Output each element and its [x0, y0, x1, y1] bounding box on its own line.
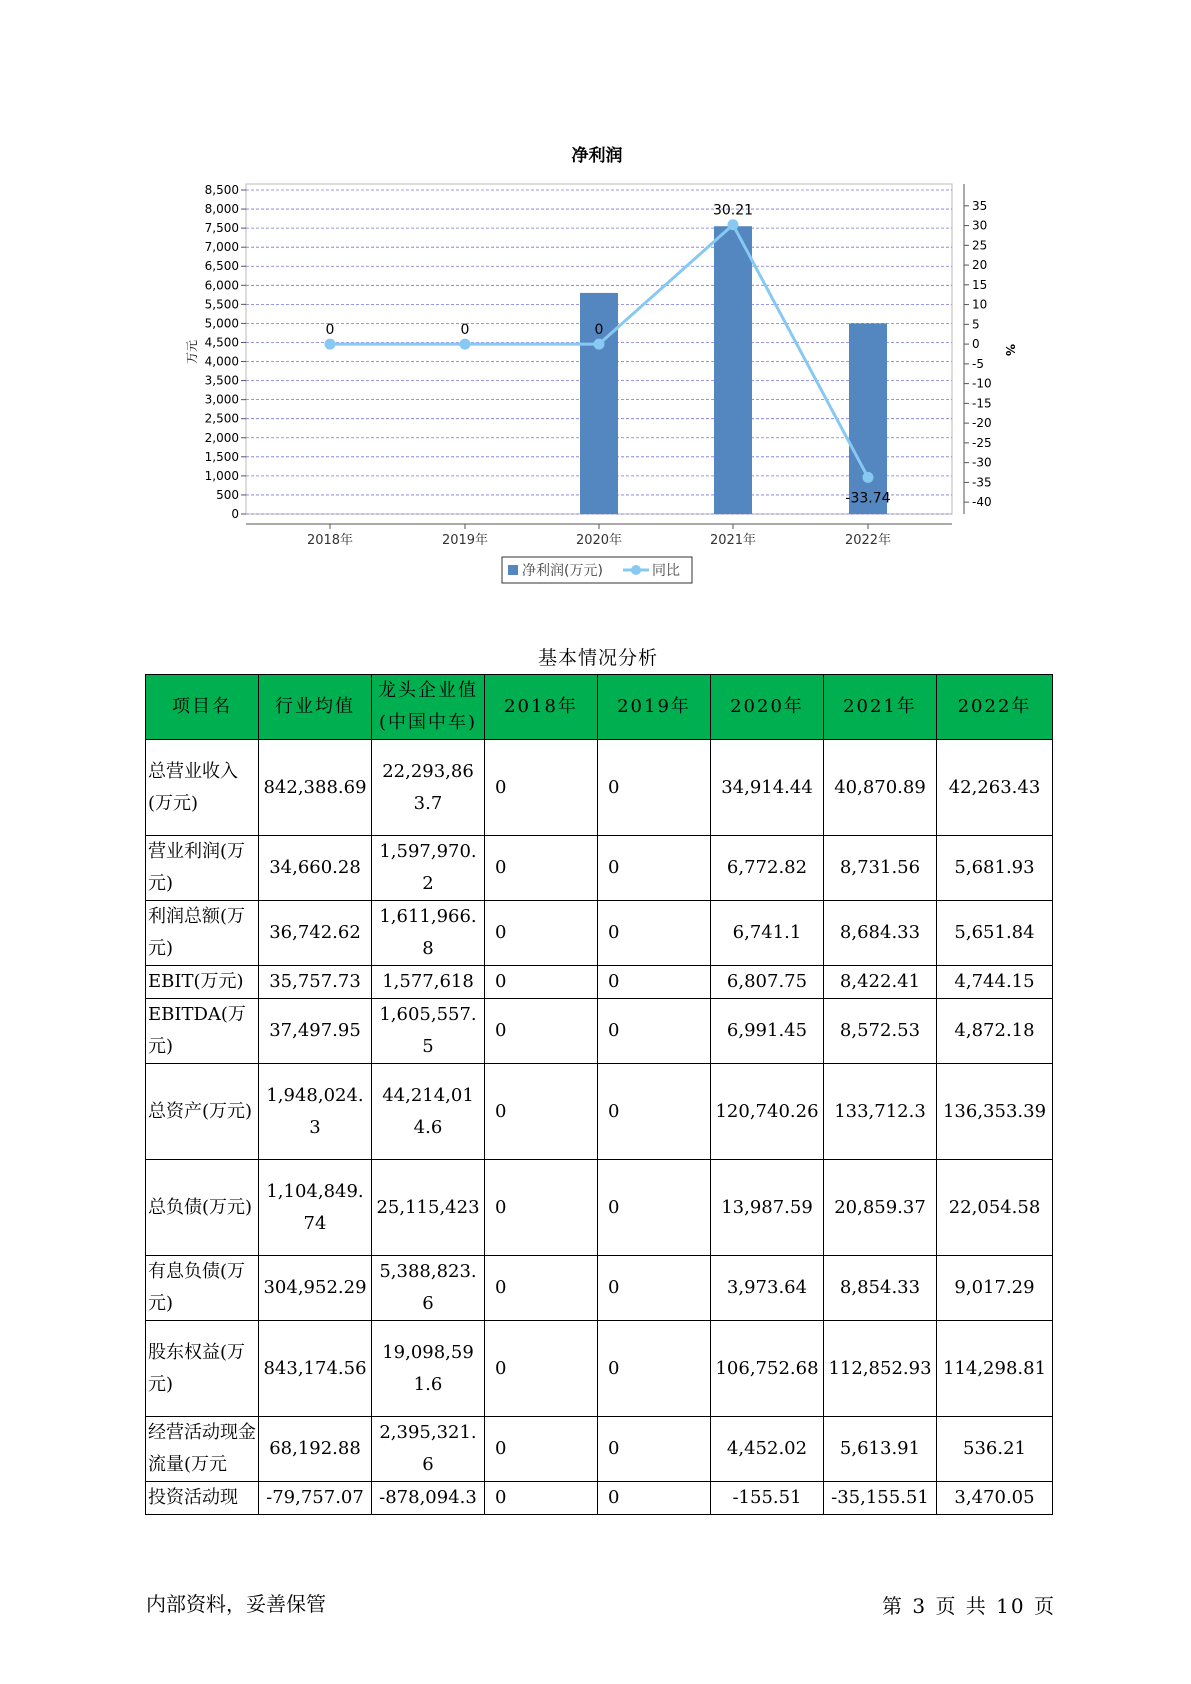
row-label: 利润总额(万元) [146, 901, 259, 966]
table-cell: 34,660.28 [259, 836, 372, 901]
row-label: EBIT(万元) [146, 966, 259, 999]
table-row [146, 1321, 1053, 1417]
table-cell: 2,395,321.6 [372, 1417, 485, 1482]
table-cell: 0 [485, 740, 598, 836]
y-tick-label: 0 [231, 507, 239, 521]
bar-2021年 [714, 226, 752, 514]
table-cell: 4,872.18 [937, 999, 1053, 1064]
y-tick-label: 6,500 [204, 259, 239, 274]
table-cell: 6,991.45 [711, 999, 824, 1064]
table-cell: 1,605,557.5 [372, 999, 485, 1064]
y2-tick-label: -35 [972, 475, 992, 490]
table-cell: 37,497.95 [259, 999, 372, 1064]
chart-legend [502, 557, 692, 583]
table-cell: -79,757.07 [259, 1482, 372, 1515]
y-tick-label: 3,000 [204, 392, 239, 407]
y-tick-label: 2,000 [204, 430, 239, 445]
yoy-point [863, 472, 874, 483]
table-row [146, 1064, 1053, 1160]
table-cell: 20,859.37 [824, 1160, 937, 1256]
table-cell: 0 [485, 836, 598, 901]
table-header-row [146, 675, 1053, 740]
row-label: 有息负债(万元) [146, 1256, 259, 1321]
table-row [146, 1482, 1053, 1515]
table-row [146, 966, 1053, 999]
y-tick-label: 500 [216, 487, 239, 502]
table-cell: 6,807.75 [711, 966, 824, 999]
table-cell: 8,572.53 [824, 999, 937, 1064]
y2-tick-label: -15 [972, 396, 992, 411]
table-cell: 0 [598, 740, 711, 836]
y2-tick-label: -20 [972, 416, 992, 431]
bar-2022年 [849, 323, 887, 514]
table-cell: 0 [485, 1256, 598, 1321]
table-cell: 0 [485, 1160, 598, 1256]
y-tick-label: 2,500 [204, 411, 239, 426]
table-cell: -35,155.51 [824, 1482, 937, 1515]
table-row [146, 999, 1053, 1064]
y-tick-label: 5,000 [204, 316, 239, 331]
table-cell: 6,741.1 [711, 901, 824, 966]
y2-tick-label: -5 [972, 356, 984, 371]
y-axis-title: 万元 [185, 339, 199, 365]
header-2020: 2020年 [711, 675, 824, 740]
row-label: 股东权益(万元) [146, 1321, 259, 1417]
footer-confidential-note: 内部资料，妥善保管 [146, 1592, 326, 1616]
table-cell: 8,731.56 [824, 836, 937, 901]
basic-analysis-table [145, 674, 1053, 1515]
table-cell: 1,611,966.8 [372, 901, 485, 966]
legend-line-label: 同比 [652, 563, 680, 579]
table-cell: 25,115,423 [372, 1160, 485, 1256]
table-cell: 112,852.93 [824, 1321, 937, 1417]
y-tick-label: 7,500 [204, 221, 239, 236]
table-cell: 34,914.44 [711, 740, 824, 836]
header-industry-average: 行业均值 [259, 675, 372, 740]
table-cell: 8,854.33 [824, 1256, 937, 1321]
row-label: EBITDA(万元) [146, 999, 259, 1064]
table-cell: 0 [598, 836, 711, 901]
x-tick-label: 2020年 [575, 533, 623, 548]
table-row [146, 901, 1053, 966]
header-leader-value: 龙头企业值(中国中车) [372, 675, 485, 740]
table-cell: 36,742.62 [259, 901, 372, 966]
x-tick-label: 2022年 [844, 533, 892, 548]
table-cell: 6,772.82 [711, 836, 824, 901]
y2-tick-label: -10 [972, 376, 992, 391]
table-cell: 1,597,970.2 [372, 836, 485, 901]
yoy-point [325, 339, 336, 350]
table-cell: 3,973.64 [711, 1256, 824, 1321]
chart-title: 净利润 [571, 146, 623, 166]
table-cell: 0 [485, 999, 598, 1064]
table-cell: 68,192.88 [259, 1417, 372, 1482]
y-tick-label: 8,500 [204, 183, 239, 197]
table-cell: 114,298.81 [937, 1321, 1053, 1417]
table-cell: 5,388,823.6 [372, 1256, 485, 1321]
table-cell: 136,353.39 [937, 1064, 1053, 1160]
y-tick-label: 4,000 [204, 354, 239, 369]
table-cell: 35,757.73 [259, 966, 372, 999]
table-cell: 22,054.58 [937, 1160, 1053, 1256]
yoy-point [728, 219, 739, 230]
legend-bar-label: 净利润(万元) [522, 563, 603, 579]
y2-tick-label: 10 [972, 297, 988, 312]
yoy-point [594, 339, 605, 350]
y-tick-label: 6,000 [204, 278, 239, 293]
y2-tick-label: 35 [972, 198, 988, 213]
table-cell: 9,017.29 [937, 1256, 1053, 1321]
table-cell: 5,651.84 [937, 901, 1053, 966]
table-caption: 基本情况分析 [537, 647, 658, 669]
yoy-data-label: -33.74 [845, 490, 891, 507]
table-row [146, 740, 1053, 836]
y-tick-label: 8,000 [204, 202, 239, 217]
row-label: 总负债(万元) [146, 1160, 259, 1256]
table-cell: 1,948,024.3 [259, 1064, 372, 1160]
table-cell: 0 [598, 901, 711, 966]
x-tick-label: 2018年 [306, 533, 354, 548]
table-cell: 42,263.43 [937, 740, 1053, 836]
table-row [146, 1417, 1053, 1482]
y2-tick-label: -25 [972, 435, 992, 450]
y2-tick-label: 25 [972, 238, 988, 253]
table-cell: 0 [598, 1160, 711, 1256]
table-cell: 5,613.91 [824, 1417, 937, 1482]
y2-tick-label: -30 [972, 455, 992, 470]
table-cell: 0 [485, 1482, 598, 1515]
table-cell: 4,744.15 [937, 966, 1053, 999]
table-cell: 0 [485, 1417, 598, 1482]
y2-tick-label: 20 [972, 258, 988, 273]
chart-bars [580, 226, 887, 514]
table-cell: -155.51 [711, 1482, 824, 1515]
yoy-point [460, 339, 471, 350]
table-cell: 4,452.02 [711, 1417, 824, 1482]
table-cell: 1,577,618 [372, 966, 485, 999]
table-cell: 13,987.59 [711, 1160, 824, 1256]
table-cell: 8,422.41 [824, 966, 937, 999]
yoy-data-label: 0 [460, 322, 470, 339]
table-cell: 0 [598, 999, 711, 1064]
table-cell: 0 [485, 901, 598, 966]
header-item-name: 项目名 [146, 675, 259, 740]
table-cell: 0 [598, 1256, 711, 1321]
table-cell: 19,098,591.6 [372, 1321, 485, 1417]
table-cell: 843,174.56 [259, 1321, 372, 1417]
footer-page-number: 第 3 页 共 10 页 [882, 1594, 1056, 1618]
table-cell: 0 [485, 1321, 598, 1417]
row-label: 投资活动现 [146, 1482, 259, 1515]
y-tick-label: 3,500 [204, 373, 239, 388]
table-cell: 0 [598, 1321, 711, 1417]
header-2018: 2018年 [485, 675, 598, 740]
row-label: 总资产(万元) [146, 1064, 259, 1160]
legend-bar-swatch [508, 565, 518, 575]
y-tick-label: 4,500 [204, 335, 239, 350]
yoy-data-label: 30.21 [712, 202, 754, 219]
table-cell: 842,388.69 [259, 740, 372, 836]
table-cell: 8,684.33 [824, 901, 937, 966]
table-cell: 5,681.93 [937, 836, 1053, 901]
table-cell: 0 [485, 1064, 598, 1160]
header-2022: 2022年 [937, 675, 1053, 740]
x-tick-label: 2019年 [441, 533, 489, 548]
table-cell: 0 [485, 966, 598, 999]
table-cell: 1,104,849.74 [259, 1160, 372, 1256]
table-cell: 40,870.89 [824, 740, 937, 836]
x-tick-label: 2021年 [709, 533, 757, 548]
y-tick-label: 1,000 [204, 468, 239, 483]
table-cell: 44,214,014.6 [372, 1064, 485, 1160]
y2-tick-label: 0 [972, 337, 980, 352]
table-cell: 106,752.68 [711, 1321, 824, 1417]
table-cell: 120,740.26 [711, 1064, 824, 1160]
table-cell: 3,470.05 [937, 1482, 1053, 1515]
yoy-data-label: 0 [594, 322, 604, 339]
y-tick-label: 1,500 [204, 449, 239, 464]
table-row [146, 1160, 1053, 1256]
table-row [146, 1256, 1053, 1321]
net-profit-chart [0, 0, 1191, 600]
header-2019: 2019年 [598, 675, 711, 740]
table-cell: 0 [598, 966, 711, 999]
y2-tick-label: -40 [972, 495, 992, 510]
row-label: 总营业收入(万元) [146, 740, 259, 836]
y2-tick-label: 15 [972, 277, 988, 292]
table-cell: -878,094.3 [372, 1482, 485, 1515]
table-cell: 0 [598, 1417, 711, 1482]
y2-tick-label: 30 [972, 218, 988, 233]
table-row [146, 836, 1053, 901]
table-cell: 0 [598, 1064, 711, 1160]
table-cell: 304,952.29 [259, 1256, 372, 1321]
row-label: 营业利润(万元) [146, 836, 259, 901]
y-tick-label: 7,000 [204, 240, 239, 255]
header-2021: 2021年 [824, 675, 937, 740]
y-tick-label: 5,500 [204, 297, 239, 312]
yoy-data-label: 0 [325, 322, 335, 339]
y2-tick-label: 5 [972, 317, 980, 332]
y2-axis-title: % [1003, 343, 1017, 357]
table-cell: 536.21 [937, 1417, 1053, 1482]
row-label: 经营活动现金流量(万元 [146, 1417, 259, 1482]
legend-line-marker [631, 565, 641, 575]
table-cell: 0 [598, 1482, 711, 1515]
table-cell: 22,293,863.7 [372, 740, 485, 836]
table-cell: 133,712.3 [824, 1064, 937, 1160]
